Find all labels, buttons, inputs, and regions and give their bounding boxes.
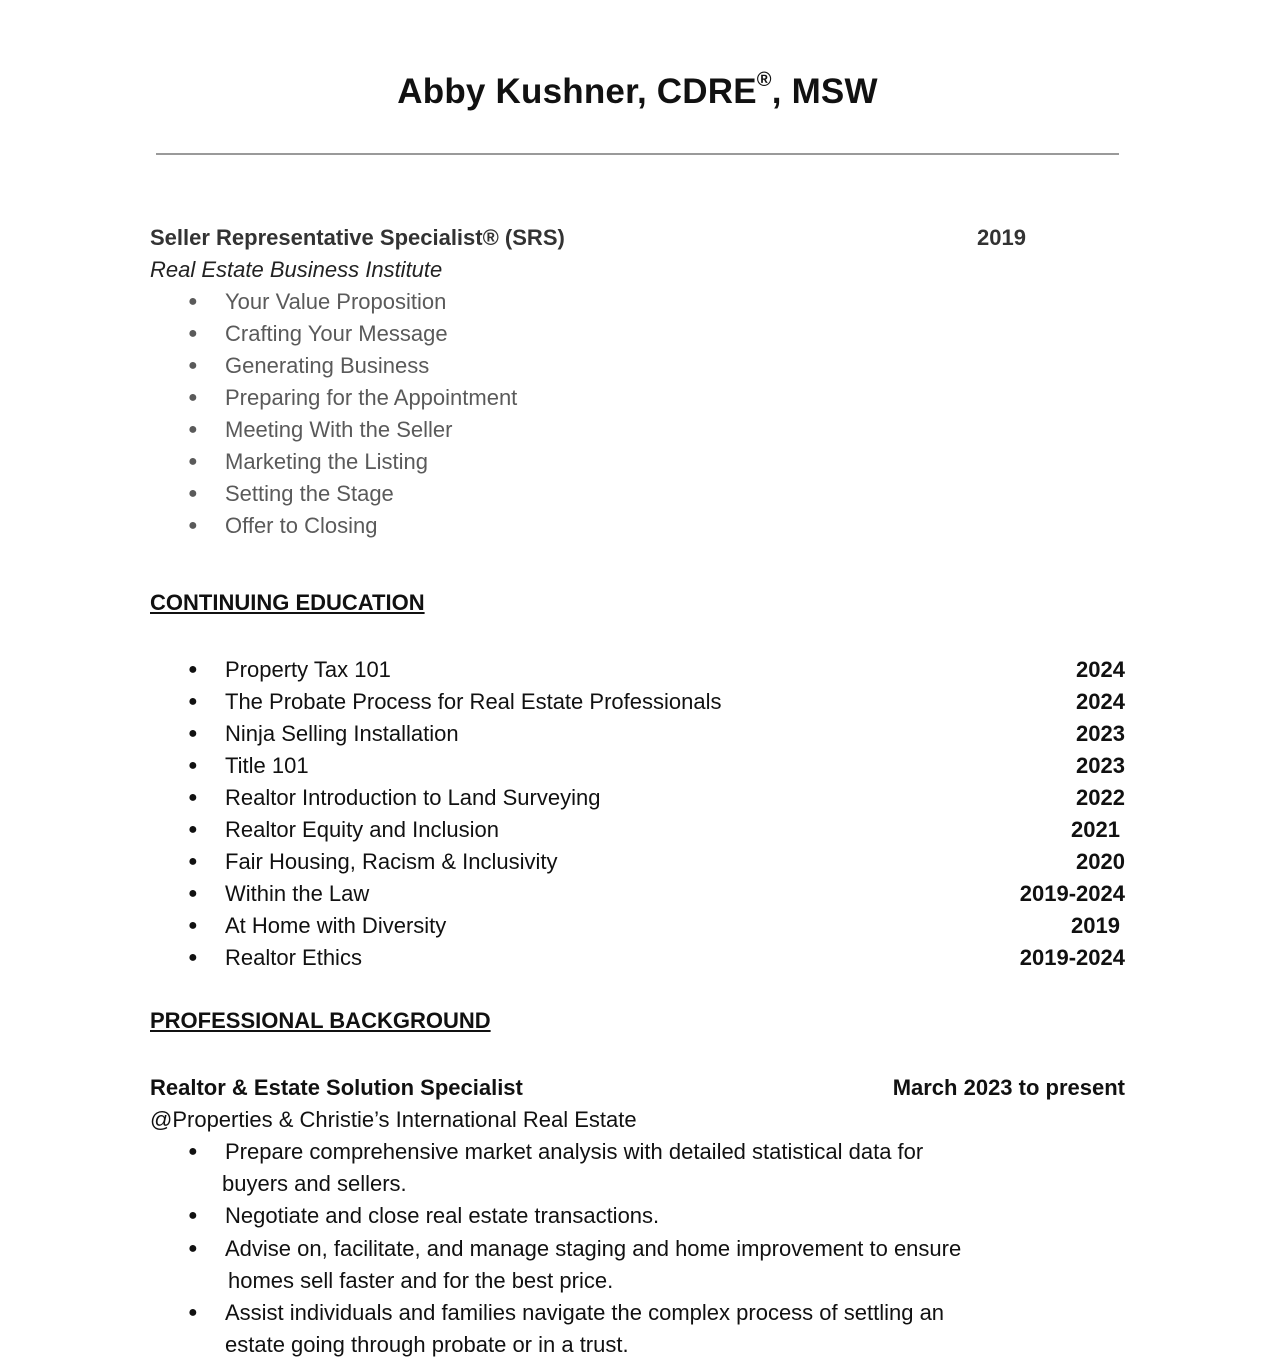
certification-section bbox=[150, 222, 1125, 542]
bullet-icon: ● bbox=[188, 821, 198, 838]
certification-year: 2019 bbox=[977, 225, 1026, 250]
job-dates: March 2023 to present bbox=[892, 1075, 1125, 1100]
certification-header bbox=[150, 222, 1125, 254]
duty-text: Prepare comprehensive market analysis with detailed statistical data for bbox=[225, 1139, 924, 1164]
job-entry bbox=[150, 1072, 1125, 1361]
bullet-icon: ● bbox=[188, 949, 198, 966]
certification-topics bbox=[150, 286, 1125, 542]
duty-text: Assist individuals and families navigate the complex process of settling an bbox=[225, 1300, 945, 1325]
professional-background-heading: PROFESSIONAL BACKGROUND bbox=[150, 1008, 491, 1033]
course-year: 2021 bbox=[1071, 817, 1120, 842]
course-name: Within the Law bbox=[225, 881, 370, 906]
list-item bbox=[150, 478, 1125, 510]
duty-continuation bbox=[150, 1329, 1125, 1361]
course-row bbox=[150, 942, 1125, 974]
bullet-icon: ● bbox=[188, 661, 198, 678]
bullet-icon: ● bbox=[188, 453, 198, 470]
course-name: Realtor Introduction to Land Surveying bbox=[225, 785, 601, 810]
course-list bbox=[150, 654, 1125, 974]
duty-text: Advise on, facilitate, and manage staging and home improvement to ensure bbox=[225, 1236, 962, 1261]
course-name: The Probate Process for Real Estate Professionals bbox=[225, 689, 722, 714]
job-header bbox=[150, 1072, 1125, 1104]
course-year: 2023 bbox=[1076, 721, 1125, 746]
registered-mark: ® bbox=[756, 69, 772, 92]
topic-text: Marketing the Listing bbox=[225, 449, 428, 474]
topic-text: Your Value Proposition bbox=[225, 289, 447, 314]
bullet-icon: ● bbox=[188, 389, 198, 406]
course-year: 2022 bbox=[1076, 785, 1125, 810]
list-item bbox=[150, 446, 1125, 478]
course-row bbox=[150, 686, 1125, 718]
topic-text: Offer to Closing bbox=[225, 513, 378, 538]
course-name: Realtor Ethics bbox=[225, 945, 362, 970]
course-row bbox=[150, 782, 1125, 814]
course-year: 2019-2024 bbox=[1019, 881, 1125, 906]
course-row bbox=[150, 814, 1125, 846]
list-item bbox=[150, 350, 1125, 382]
course-row bbox=[150, 846, 1125, 878]
header-divider bbox=[156, 153, 1119, 155]
duty-text-continued: estate going through probate or in a trust. bbox=[225, 1332, 629, 1357]
course-row bbox=[150, 718, 1125, 750]
list-item bbox=[150, 286, 1125, 318]
duty-continuation bbox=[150, 1265, 1125, 1297]
bullet-icon: ● bbox=[188, 421, 198, 438]
bullet-icon: ● bbox=[188, 517, 198, 534]
bullet-icon: ● bbox=[188, 853, 198, 870]
course-row bbox=[150, 654, 1125, 686]
course-year: 2020 bbox=[1076, 849, 1125, 874]
list-item bbox=[150, 510, 1125, 542]
bullet-icon: ● bbox=[188, 917, 198, 934]
course-name: At Home with Diversity bbox=[225, 913, 447, 938]
bullet-icon: ● bbox=[188, 789, 198, 806]
bullet-icon: ● bbox=[188, 357, 198, 374]
course-row bbox=[150, 878, 1125, 910]
certification-title: Seller Representative Specialist® (SRS) bbox=[150, 225, 565, 250]
list-item bbox=[150, 318, 1125, 350]
job-title: Realtor & Estate Solution Specialist bbox=[150, 1075, 523, 1100]
course-name: Ninja Selling Installation bbox=[225, 721, 459, 746]
duty-text: Negotiate and close real estate transactions. bbox=[225, 1203, 660, 1228]
list-item bbox=[150, 414, 1125, 446]
certification-institute: Real Estate Business Institute bbox=[150, 257, 443, 282]
duty-continuation bbox=[150, 1168, 1125, 1200]
course-year: 2024 bbox=[1076, 689, 1125, 714]
course-name: Realtor Equity and Inclusion bbox=[225, 817, 499, 842]
bullet-icon: ● bbox=[188, 325, 198, 342]
course-year: 2019-2024 bbox=[1019, 945, 1125, 970]
course-name: Property Tax 101 bbox=[225, 657, 391, 682]
continuing-education-heading: CONTINUING EDUCATION bbox=[150, 590, 425, 615]
duty-item bbox=[150, 1233, 1125, 1265]
course-name: Title 101 bbox=[225, 753, 309, 778]
bullet-icon: ● bbox=[188, 293, 198, 310]
bullet-icon: ● bbox=[188, 725, 198, 742]
resume-name bbox=[0, 69, 1275, 112]
bullet-icon: ● bbox=[188, 485, 198, 502]
topic-text: Setting the Stage bbox=[225, 481, 394, 506]
course-row bbox=[150, 750, 1125, 782]
course-name: Fair Housing, Racism & Inclusivity bbox=[225, 849, 558, 874]
course-year: 2023 bbox=[1076, 753, 1125, 778]
duty-item bbox=[150, 1297, 1125, 1329]
duty-text-continued: homes sell faster and for the best price. bbox=[228, 1268, 614, 1293]
name-suffix: , MSW bbox=[771, 72, 878, 111]
bullet-icon: ● bbox=[188, 1143, 198, 1160]
topic-text: Generating Business bbox=[225, 353, 430, 378]
topic-text: Preparing for the Appointment bbox=[225, 385, 518, 410]
bullet-icon: ● bbox=[188, 1240, 198, 1257]
list-item bbox=[150, 382, 1125, 414]
bullet-icon: ● bbox=[188, 1207, 198, 1224]
topic-text: Meeting With the Seller bbox=[225, 417, 453, 442]
name-text: Abby Kushner, CDRE bbox=[397, 72, 757, 111]
bullet-icon: ● bbox=[188, 757, 198, 774]
course-row bbox=[150, 910, 1125, 942]
duty-text-continued: buyers and sellers. bbox=[222, 1171, 407, 1196]
duty-item bbox=[150, 1200, 1125, 1232]
bullet-icon: ● bbox=[188, 885, 198, 902]
bullet-icon: ● bbox=[188, 693, 198, 710]
job-company: @Properties & Christie’s International Real Estate bbox=[150, 1107, 637, 1132]
bullet-icon: ● bbox=[188, 1304, 198, 1321]
topic-text: Crafting Your Message bbox=[225, 321, 448, 346]
course-year: 2019 bbox=[1071, 913, 1120, 938]
duty-item bbox=[150, 1136, 1125, 1168]
course-year: 2024 bbox=[1076, 657, 1125, 682]
